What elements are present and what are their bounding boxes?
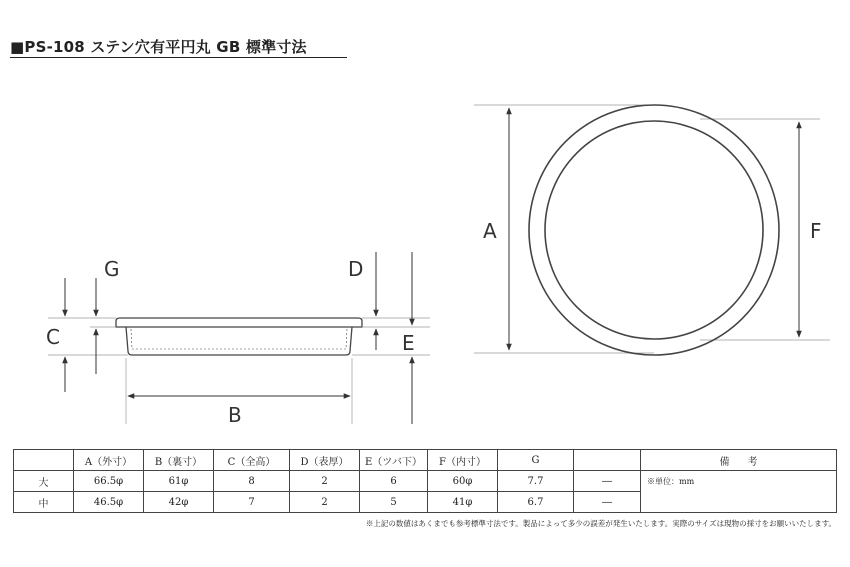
table-cell: 8	[214, 471, 290, 492]
table-header-cell	[574, 450, 641, 471]
extension-lines	[48, 105, 830, 424]
notes-cell: ※単位：mm	[641, 471, 837, 513]
top-view	[529, 105, 779, 355]
label-d: D	[348, 257, 364, 281]
table-cell: 41φ	[428, 492, 498, 513]
table-header-cell: E（ツバ下）	[360, 450, 428, 471]
table-header-cell: A（外寸）	[74, 450, 144, 471]
table-cell: 46.5φ	[74, 492, 144, 513]
flange-outline	[116, 318, 362, 327]
table-header-row	[14, 450, 837, 471]
table-header-cell: B（裏寸）	[144, 450, 214, 471]
table-header-notes: 備考	[641, 450, 837, 471]
table-cell: 2	[290, 471, 360, 492]
label-f: F	[810, 219, 822, 243]
table-header-cell: C（全高）	[214, 450, 290, 471]
table-cell: 66.5φ	[74, 471, 144, 492]
page-title: ■PS-108 ステン穴有平円丸 GB 標準寸法	[10, 38, 307, 56]
table-cell: ―	[574, 492, 641, 513]
table-cell: 7.7	[498, 471, 574, 492]
table-header-cell: G	[498, 450, 574, 471]
inner-circle	[545, 121, 763, 339]
footnote: ※上記の数値はあくまでも参考標準寸法です。製品によって多少の誤差が発生いたします。実際のサイズは現物の採寸をお願いいたします。	[365, 519, 836, 528]
table-header-cell	[14, 450, 74, 471]
table-header-cell: F（内寸）	[428, 450, 498, 471]
label-g: G	[104, 257, 120, 281]
label-c: C	[46, 325, 60, 349]
table-cell: 60φ	[428, 471, 498, 492]
table-row	[14, 471, 837, 492]
inner-wall-line	[131, 329, 347, 349]
label-a: A	[483, 219, 497, 243]
table-header-cell: D（表厚）	[290, 450, 360, 471]
table-cell: 2	[290, 492, 360, 513]
spec-table	[13, 449, 837, 513]
table-cell: 6	[360, 471, 428, 492]
table-cell: 5	[360, 492, 428, 513]
table-cell: 大	[14, 471, 74, 492]
table-cell: 7	[214, 492, 290, 513]
table-cell: 42φ	[144, 492, 214, 513]
table-cell: 中	[14, 492, 74, 513]
table-cell: 6.7	[498, 492, 574, 513]
label-e: E	[402, 331, 415, 355]
outer-circle	[529, 105, 779, 355]
side-profile	[116, 318, 362, 355]
table-cell: 61φ	[144, 471, 214, 492]
table-cell: ―	[574, 471, 641, 492]
body-outline	[126, 327, 352, 355]
label-b: B	[228, 403, 242, 427]
